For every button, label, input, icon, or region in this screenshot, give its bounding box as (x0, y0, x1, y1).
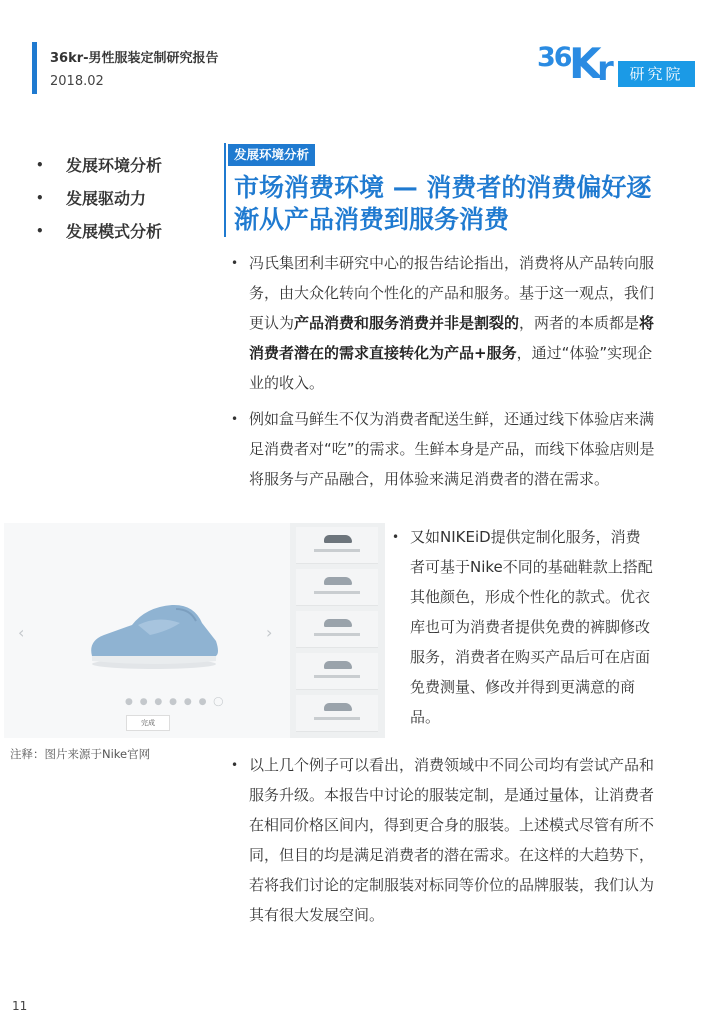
logo-box-text: 研究院 (618, 61, 695, 87)
report-date: 2018.02 (50, 74, 104, 89)
header-accent-bar (32, 42, 37, 94)
chevron-right-icon: › (266, 623, 273, 642)
image-source-note: 注释：图片来源于Nike官网 (10, 747, 151, 761)
product-main-view (4, 523, 290, 738)
section-tag: 发展环境分析 (228, 144, 315, 166)
paragraph-1-bold-a: 产品消费和服务消费并非是割裂的 (294, 314, 520, 332)
section-divider (224, 143, 226, 237)
thumbnail-item[interactable] (296, 695, 378, 732)
paragraph-4-text: 以上几个例子可以看出，消费领域中不同公司均有尝试产品和服务升级。本报告中讨论的服装定制，是通过量体，让消费者在相同价格区间内，得到更合身的服装。上述模式尽管有所不同，但目的均是满足消费者的潜在需求。在这样的大趋势下，若将我们讨论的定制服装对标同等价位的品牌服装，我们认为其有很大发展空间。 (249, 756, 655, 924)
sneaker-illustration (4, 523, 290, 693)
bullet-point: • (231, 256, 239, 270)
logo-numeral: 36 (537, 42, 571, 73)
nav-item-label: 发展环境分析 (66, 156, 163, 175)
section-title: 市场消费环境 — 消费者的消费偏好逐渐从产品消费到服务消费 (234, 173, 652, 234)
logo-letter-k: K (569, 39, 602, 88)
nav-bullet: • (36, 157, 44, 172)
page-number: 11 (12, 999, 28, 1013)
nav-bullet: • (36, 223, 44, 238)
paragraph-4 (231, 750, 659, 930)
report-title: 36kr-男性服装定制研究报告 (50, 51, 219, 66)
paragraph-1-text-b: ，两者的本质都是 (519, 314, 640, 332)
bullet-point: • (231, 758, 239, 772)
paragraph-1 (231, 248, 659, 398)
chevron-left-icon: ‹ (18, 623, 25, 642)
paragraph-2 (231, 404, 659, 494)
nikeid-product-image (4, 523, 385, 738)
carousel-dots: ● ● ● ● ● ● ◯ (125, 697, 226, 707)
paragraph-1-text-a: 冯氏集团利丰研究中心的报告结论指出，消费将从产品转向服务，由大众化转向个性化的产品和服务。基于这一观点，我们更认为 (249, 254, 655, 332)
thumbnail-item[interactable] (296, 527, 378, 564)
bullet-point: • (392, 530, 400, 544)
section-nav (36, 148, 162, 247)
paragraph-1-text-c: ，通过“体验”实现企业的收入。 (249, 344, 653, 392)
thumbnail-item[interactable] (296, 653, 378, 690)
nav-bullet: • (36, 190, 44, 205)
paragraph-3-text: 又如NIKEiD提供定制化服务，消费者可基于Nike不同的基础鞋款上搭配其他颜色，形成个性化的款式。优衣库也可为消费者提供免费的裤脚修改服务，消费者在购买产品后可在店面免费测量、修改并得到更满意的商品。 (410, 528, 653, 726)
nav-item-drivers[interactable] (36, 181, 162, 214)
logo-letter-r: r (597, 49, 614, 89)
nav-item-models[interactable] (36, 214, 162, 247)
paragraph-3 (392, 522, 655, 732)
thumbnail-item[interactable] (296, 569, 378, 606)
nav-item-label: 发展模式分析 (66, 222, 163, 241)
nav-item-label: 发展驱动力 (66, 189, 147, 208)
bullet-point: • (231, 412, 239, 426)
done-button[interactable]: 完成 (126, 715, 170, 731)
paragraph-1-bold-b: 将消费者潜在的需求直接转化为产品+服务 (249, 314, 655, 362)
nav-item-environment[interactable] (36, 148, 162, 181)
36kr-research-logo (537, 40, 697, 94)
paragraph-2-text: 例如盒马鲜生不仅为消费者配送生鲜，还通过线下体验店来满足消费者对“吃”的需求。生鲜本身是产品，而线下体验店则是将服务与产品融合，用体验来满足消费者的潜在需求。 (249, 410, 655, 488)
product-thumbnail-strip (290, 523, 385, 738)
thumbnail-item[interactable] (296, 611, 378, 648)
